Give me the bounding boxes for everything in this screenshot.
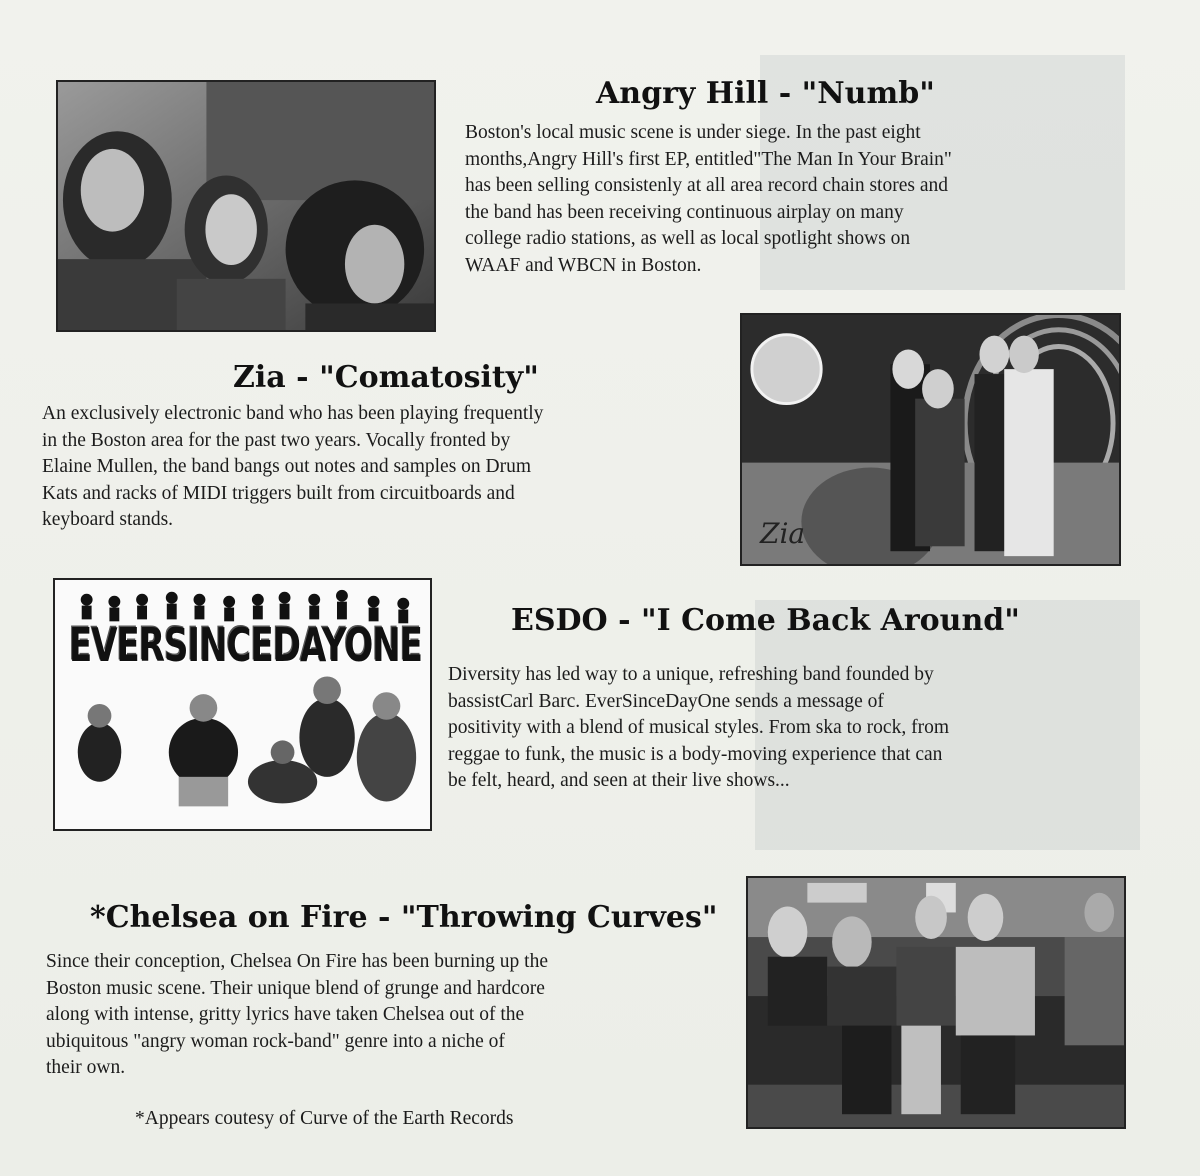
description-line: along with intense, gritty lyrics have taken Chelsea out of the (46, 1004, 525, 1025)
description-line: the band has been receiving continuous airplay on many (465, 201, 904, 223)
esdo-title: ESDO - "I Come Back Around" (511, 603, 1020, 638)
description-line: has been selling consistenly at all area record chain stores and (465, 175, 948, 196)
chelsea-description (46, 949, 548, 1082)
chelsea-footnote: *Appears coutesy of Curve of the Earth Records (135, 1108, 514, 1129)
description-line: months,Angry Hill's first EP, entitled"The Man In Your Brain" (465, 148, 952, 170)
description-line: Boston music scene. Their unique blend of grunge and hardcore (46, 977, 545, 999)
description-line: positivity with a blend of musical styles. From ska to rock, from (448, 717, 949, 738)
angry-hill-title: Angry Hill - "Numb" (596, 76, 935, 111)
description-line: ubiquitous "angry woman rock-band" genre into a niche of (46, 1030, 505, 1052)
zia-description (42, 401, 543, 534)
zia-title: Zia - "Comatosity" (233, 360, 539, 395)
zia-photo-signature: Zia (760, 517, 806, 550)
esdo-band-photo (53, 578, 432, 831)
description-line: Diversity has led way to a unique, refreshing band founded by (448, 664, 934, 685)
description-line: in the Boston area for the past two years. Vocally fronted by (42, 429, 511, 451)
description-line: their own. (46, 1057, 126, 1078)
description-line: keyboard stands. (42, 509, 174, 530)
description-line: Elaine Mullen, the band bangs out notes and samples on Drum (42, 456, 532, 477)
description-line: An exclusively electronic band who has been playing frequently (42, 403, 544, 424)
description-line: Kats and racks of MIDI triggers built from circuitboards and (42, 482, 515, 504)
angry-hill-band-photo (56, 80, 436, 332)
description-line: Boston's local music scene is under siege. In the past eight (465, 122, 921, 143)
description-line: bassistCarl Barc. EverSinceDayOne sends a message of (448, 690, 884, 712)
description-line: be felt, heard, and seen at their live shows... (448, 770, 790, 791)
description-line: reggae to funk, the music is a body-moving experience that can (448, 743, 943, 765)
chelsea-title: *Chelsea on Fire - "Throwing Curves" (90, 900, 718, 935)
description-line: WAAF and WBCN in Boston. (465, 254, 702, 276)
description-line: college radio stations, as well as local spotlight shows on (465, 228, 911, 249)
description-line: Since their conception, Chelsea On Fire has been burning up the (46, 951, 548, 972)
zia-band-photo (740, 313, 1121, 566)
chelsea-band-photo (746, 876, 1126, 1129)
eversincedayone-logo: EVERSINCEDAYONE (69, 619, 422, 673)
esdo-description (448, 662, 949, 795)
angry-hill-description (465, 120, 952, 279)
